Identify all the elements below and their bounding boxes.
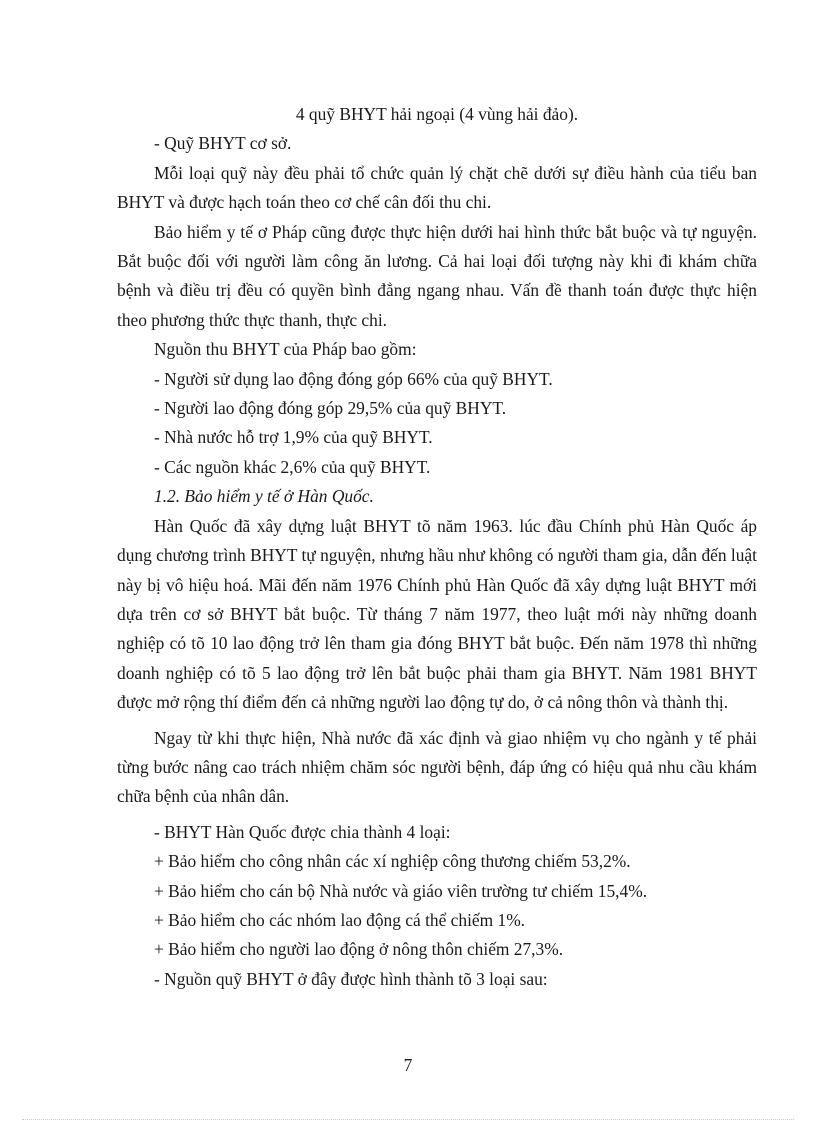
list-item-workers: + Bảo hiểm cho công nhân các xí nghiệp công thương chiếm 53,2%. [154, 851, 631, 872]
paragraph-korea-state-role: Ngay từ khi thực hiện, Nhà nước đã xác định và giao nhiệm vụ cho ngành y tế phải từng bước nâng cao trách nhiệm chăm sóc người bệnh, đáp ứng có hiệu quả nhu cầu khám chữa bệnh của nhân dân. [117, 727, 757, 807]
paragraph-fund-management: Mỗi loại quỹ này đều phải tổ chức quản lý chặt chẽ dưới sự điều hành của tiểu ban BHYT và được hạch toán theo cơ chế cân đối thu chi. [117, 162, 757, 213]
list-item-rural: + Bảo hiểm cho người lao động ở nông thôn chiếm 27,3%. [154, 939, 564, 960]
section-heading-korea: 1.2. Bảo hiểm y tế ở Hàn Quốc. [154, 486, 374, 507]
list-item-employer: - Người sử dụng lao động đóng góp 66% của quỹ BHYT. [154, 368, 553, 389]
paragraph-korea-types-heading: - BHYT Hàn Quốc được chia thành 4 loại: [154, 821, 451, 842]
page-number: 7 [403, 1055, 413, 1075]
paragraph-korea-fund-sources: - Nguồn quỹ BHYT ở đây được hình thành tõ 3 loại sau: [154, 968, 548, 989]
list-item-other: - Các nguồn khác 2,6% của quỹ BHYT. [154, 456, 431, 477]
list-item-state: - Nhà nước hỗ trợ 1,9% của quỹ BHYT. [154, 427, 433, 448]
list-item-employee: - Người lao động đóng góp 29,5% của quỹ BHYT. [154, 398, 507, 419]
page-body [117, 100, 757, 994]
list-item-officials: + Bảo hiểm cho cán bộ Nhà nước và giáo viên trường tư chiếm 15,4%. [154, 880, 648, 901]
list-item-self-employed: + Bảo hiểm cho các nhóm lao động cá thể chiếm 1%. [154, 909, 526, 930]
page-bottom-divider [22, 1119, 794, 1120]
paragraph-fund-overseas: 4 quỹ BHYT hải ngoại (4 vùng hải đảo). [295, 104, 579, 124]
paragraph-france-sources-heading: Nguồn thu BHYT của Pháp bao gồm: [154, 339, 417, 360]
paragraph-korea-history: Hàn Quốc đã xây dựng luật BHYT tõ năm 1963. lúc đầu Chính phủ Hàn Quốc áp dụng chương trình BHYT tự nguyện, nhưng hầu như không có người tham gia, dẫn đến luật này bị vô hiệu hoá. Mãi đến năm 1976 Chính phủ Hàn Quốc đã xây dựng luật BHYT mới dựa trên cơ sở BHYT bắt buộc. Từ tháng 7 năm 1977, theo luật mới này những doanh nghiệp có tõ 10 lao động trở lên tham gia đóng BHYT bắt buộc. Đến năm 1978 thì những doanh nghiệp có tõ 5 lao động trở lên bắt buộc phải tham gia BHYT. Năm 1981 BHYT được mở rộng thí điểm đến cả những người lao động tự do, ở cả nông thôn và thành thị. [117, 515, 757, 713]
paragraph-france-forms: Bảo hiểm y tế ơ Pháp cũng được thực hiện dưới hai hình thức bắt buộc và tự nguyện. Bắt buộc đối với người làm công ăn lương. Cả hai loại đối tượng này khi đi khám chữa bệnh và điều trị đều có quyền bình đẳng ngang nhau. Vấn đề thanh toán được thực hiện theo phương thức thực thanh, thực chi. [117, 221, 757, 330]
paragraph-fund-base: - Quỹ BHYT cơ sở. [154, 133, 292, 154]
